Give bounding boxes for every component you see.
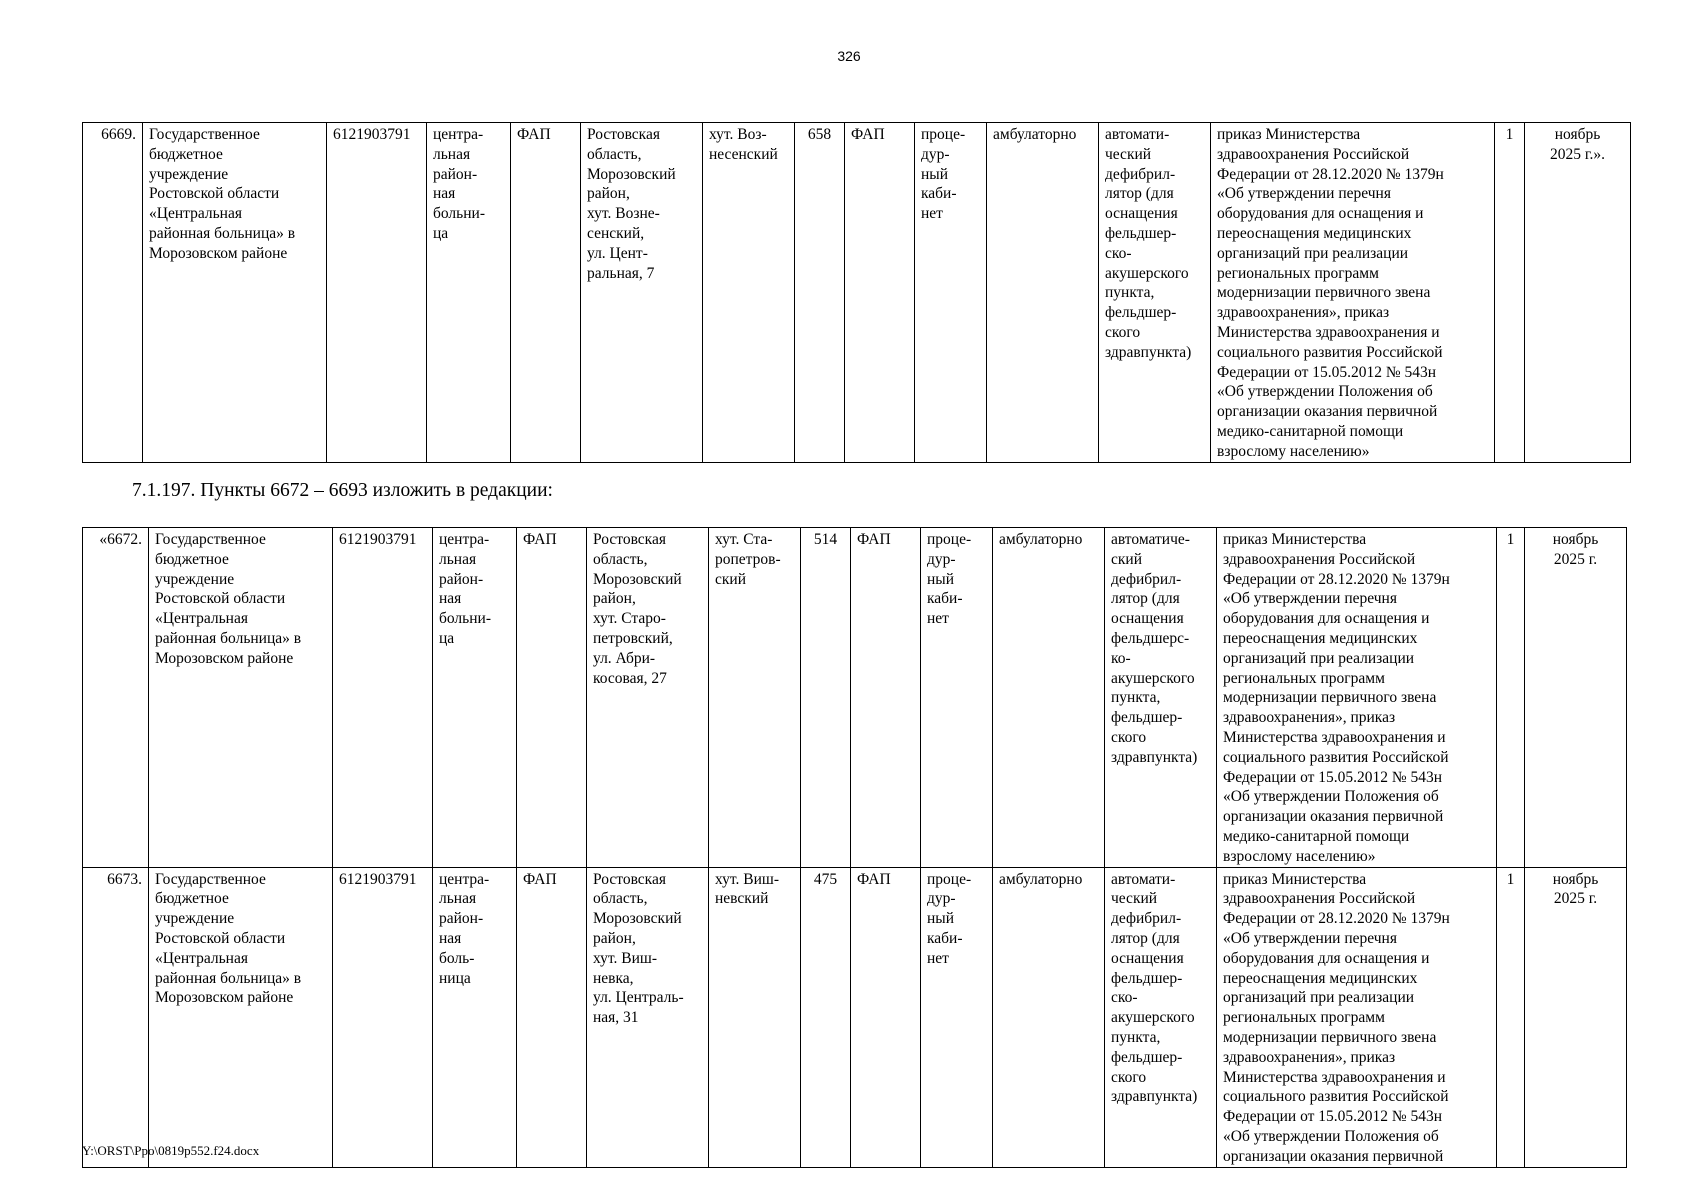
unit-cell: ФАП: [517, 867, 587, 1167]
facility-cell: ФАП: [851, 867, 921, 1167]
section-heading: 7.1.197. Пункты 6672 – 6693 изложить в редакции:: [132, 480, 553, 501]
equipment-cell: автомати- ческий дефибрил- лятор (для оснащения фельдшер- ско- акушерского пункта, фельдшер- ского здравпункта): [1105, 867, 1217, 1167]
register-table-top: [82, 122, 1631, 463]
locality-cell: хут. Воз- несенский: [703, 123, 795, 463]
inn-cell: 6121903791: [333, 528, 433, 868]
address-cell: Ростовская область, Морозовский район, хут. Старо- петровский, ул. Абри- косовая, 27: [587, 528, 709, 868]
locality-cell: хут. Ста- ропетров- ский: [709, 528, 801, 868]
address-cell: Ростовская область, Морозовский район, хут. Возне- сенский, ул. Цент- ральная, 7: [581, 123, 703, 463]
org-type-cell: центра- льная район- ная боль- ница: [433, 867, 517, 1167]
equipment-cell: автоматиче- ский дефибрил- лятор (для оснащения фельдшерс- ко- акушерского пункта, фельдшер- ского здравпункта): [1105, 528, 1217, 868]
quantity-cell: 1: [1497, 867, 1525, 1167]
organization-cell: Государственное бюджетное учреждение Ростовской области «Центральная районная больница» в Морозовском районе: [149, 867, 333, 1167]
locality-cell: хут. Виш- невский: [709, 867, 801, 1167]
inn-cell: 6121903791: [333, 867, 433, 1167]
room-cell: проце- дур- ный каби- нет: [921, 528, 993, 868]
legal-basis-cell: приказ Министерства здравоохранения Российской Федерации от 28.12.2020 № 1379н «Об утверждении перечня оборудования для оснащения и переоснащения медицинских организаций при реализации региональных программ модернизации первичного звена здравоохранения», приказ Министерства здравоохранения и социального развития Российской Федерации от 15.05.2012 № 543н «Об утверждении Положения об организации оказания первичной медико-санитарной помощи взрослому населению»: [1217, 528, 1497, 868]
unit-cell: ФАП: [517, 528, 587, 868]
quantity-cell: 1: [1497, 528, 1525, 868]
population-cell: 475: [801, 867, 851, 1167]
facility-cell: ФАП: [845, 123, 915, 463]
org-type-cell: центра- льная район- ная больни- ца: [427, 123, 511, 463]
legal-basis-cell: приказ Министерства здравоохранения Российской Федерации от 28.12.2020 № 1379н «Об утверждении перечня оборудования для оснащения и переоснащения медицинских организаций при реализации региональных программ модернизации первичного звена здравоохранения», приказ Министерства здравоохранения и социального развития Российской Федерации от 15.05.2012 № 543н «Об утверждении Положения об организации оказания первичной: [1217, 867, 1497, 1167]
register-table-bottom: [82, 527, 1627, 1168]
population-cell: 658: [795, 123, 845, 463]
population-cell: 514: [801, 528, 851, 868]
org-type-cell: центра- льная район- ная больни- ца: [433, 528, 517, 868]
facility-cell: ФАП: [851, 528, 921, 868]
equipment-cell: автомати- ческий дефибрил- лятор (для оснащения фельдшер- ско- акушерского пункта, фельдшер- ского здравпункта): [1099, 123, 1211, 463]
organization-cell: Государственное бюджетное учреждение Ростовской области «Центральная районная больница» в Морозовском районе: [143, 123, 327, 463]
table-row: [83, 867, 1627, 1167]
row-number: 6669.: [83, 123, 143, 463]
legal-basis-cell: приказ Министерства здравоохранения Российской Федерации от 28.12.2020 № 1379н «Об утверждении перечня оборудования для оснащения и переоснащения медицинских организаций при реализации региональных программ модернизации первичного звена здравоохранения», приказ Министерства здравоохранения и социального развития Российской Федерации от 15.05.2012 № 543н «Об утверждении Положения об организации оказания первичной медико-санитарной помощи взрослому населению»: [1211, 123, 1495, 463]
table-row: [83, 123, 1631, 463]
file-path-footer: Y:\ORST\Ppo\0819p552.f24.docx: [82, 1143, 260, 1158]
room-cell: проце- дур- ный каби- нет: [915, 123, 987, 463]
address-cell: Ростовская область, Морозовский район, хут. Виш- невка, ул. Централь- ная, 31: [587, 867, 709, 1167]
date-cell: ноябрь 2025 г.: [1525, 867, 1627, 1167]
care-type-cell: амбулаторно: [993, 867, 1105, 1167]
quantity-cell: 1: [1495, 123, 1525, 463]
date-cell: ноябрь 2025 г.: [1525, 528, 1627, 868]
room-cell: проце- дур- ный каби- нет: [921, 867, 993, 1167]
row-number: «6672.: [83, 528, 149, 868]
inn-cell: 6121903791: [327, 123, 427, 463]
care-type-cell: амбулаторно: [987, 123, 1099, 463]
row-number: 6673.: [83, 867, 149, 1167]
organization-cell: Государственное бюджетное учреждение Ростовской области «Центральная районная больница» в Морозовском районе: [149, 528, 333, 868]
care-type-cell: амбулаторно: [993, 528, 1105, 868]
unit-cell: ФАП: [511, 123, 581, 463]
date-cell: ноябрь 2025 г.».: [1525, 123, 1631, 463]
page-number: 326: [837, 48, 861, 64]
table-row: [83, 528, 1627, 868]
